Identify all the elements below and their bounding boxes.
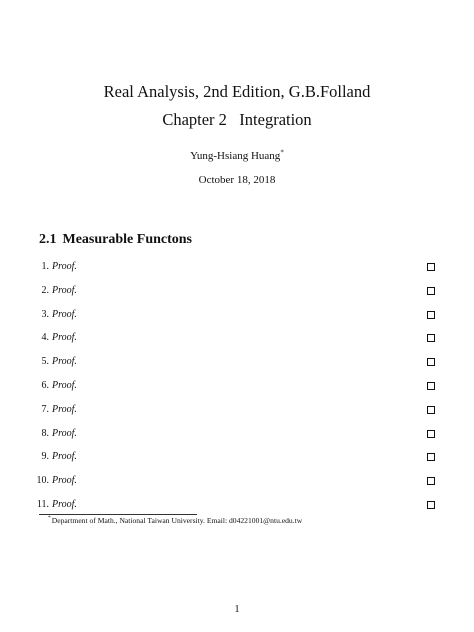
footnote-mark: * [48,515,51,522]
proof-label: Proof. [52,261,77,272]
qed-box-icon [427,263,435,271]
qed-box-icon [427,311,435,319]
proof-label: Proof. [52,475,77,487]
item-number: 2. [41,284,49,296]
proof-item [0,285,474,301]
item-number: 9. [41,451,49,463]
item-number: 3. [41,308,49,320]
document-title: Real Analysis, 2nd Edition, G.B.Folland [103,82,371,101]
proof-label: Proof. [52,451,77,463]
proof-item [0,356,474,372]
page-number: 1 [234,604,240,615]
item-number: 4. [41,332,49,344]
proof-item [0,428,474,444]
proof-label: Proof. [52,499,77,510]
section-title: Measurable Functons [62,232,192,247]
proof-item [0,261,474,277]
proof-label: Proof. [52,403,77,415]
proof-item [0,451,474,467]
proof-item [0,380,474,396]
item-number: 1. [41,261,49,272]
footnote-rule [39,514,197,515]
item-number: 10. [36,475,49,487]
proof-item [0,499,474,515]
qed-box-icon [427,477,435,485]
chapter-title: Chapter 2 Integration [162,110,312,129]
proof-label: Proof. [52,308,77,320]
item-number: 11. [36,499,49,510]
proof-item [0,309,474,325]
author-name: Yung-Hsiang Huang [190,150,281,162]
qed-box-icon [427,358,435,366]
item-number: 5. [41,356,49,368]
proof-label: Proof. [52,332,77,344]
item-number: 8. [41,427,49,439]
item-number: 6. [41,380,49,391]
proof-item [0,404,474,420]
qed-box-icon [427,287,435,295]
qed-box-icon [427,501,435,509]
qed-box-icon [427,382,435,390]
proof-item [0,332,474,348]
footnote [48,516,302,525]
proof-label: Proof. [52,356,77,368]
qed-box-icon [427,406,435,414]
qed-box-icon [427,430,435,438]
proof-label: Proof. [52,427,77,439]
qed-box-icon [427,453,435,461]
document-date: October 18, 2018 [198,174,276,186]
footnote-text: Department of Math., National Taiwan University. Email: d04221001@ntu.edu.tw [51,516,303,525]
proof-label: Proof. [52,380,77,391]
proof-item [0,475,474,491]
section-number: 2.1 [39,232,57,247]
proof-label: Proof. [52,284,77,296]
qed-box-icon [427,334,435,342]
author-footnote-mark: * [280,148,284,157]
item-number: 7. [41,403,49,415]
